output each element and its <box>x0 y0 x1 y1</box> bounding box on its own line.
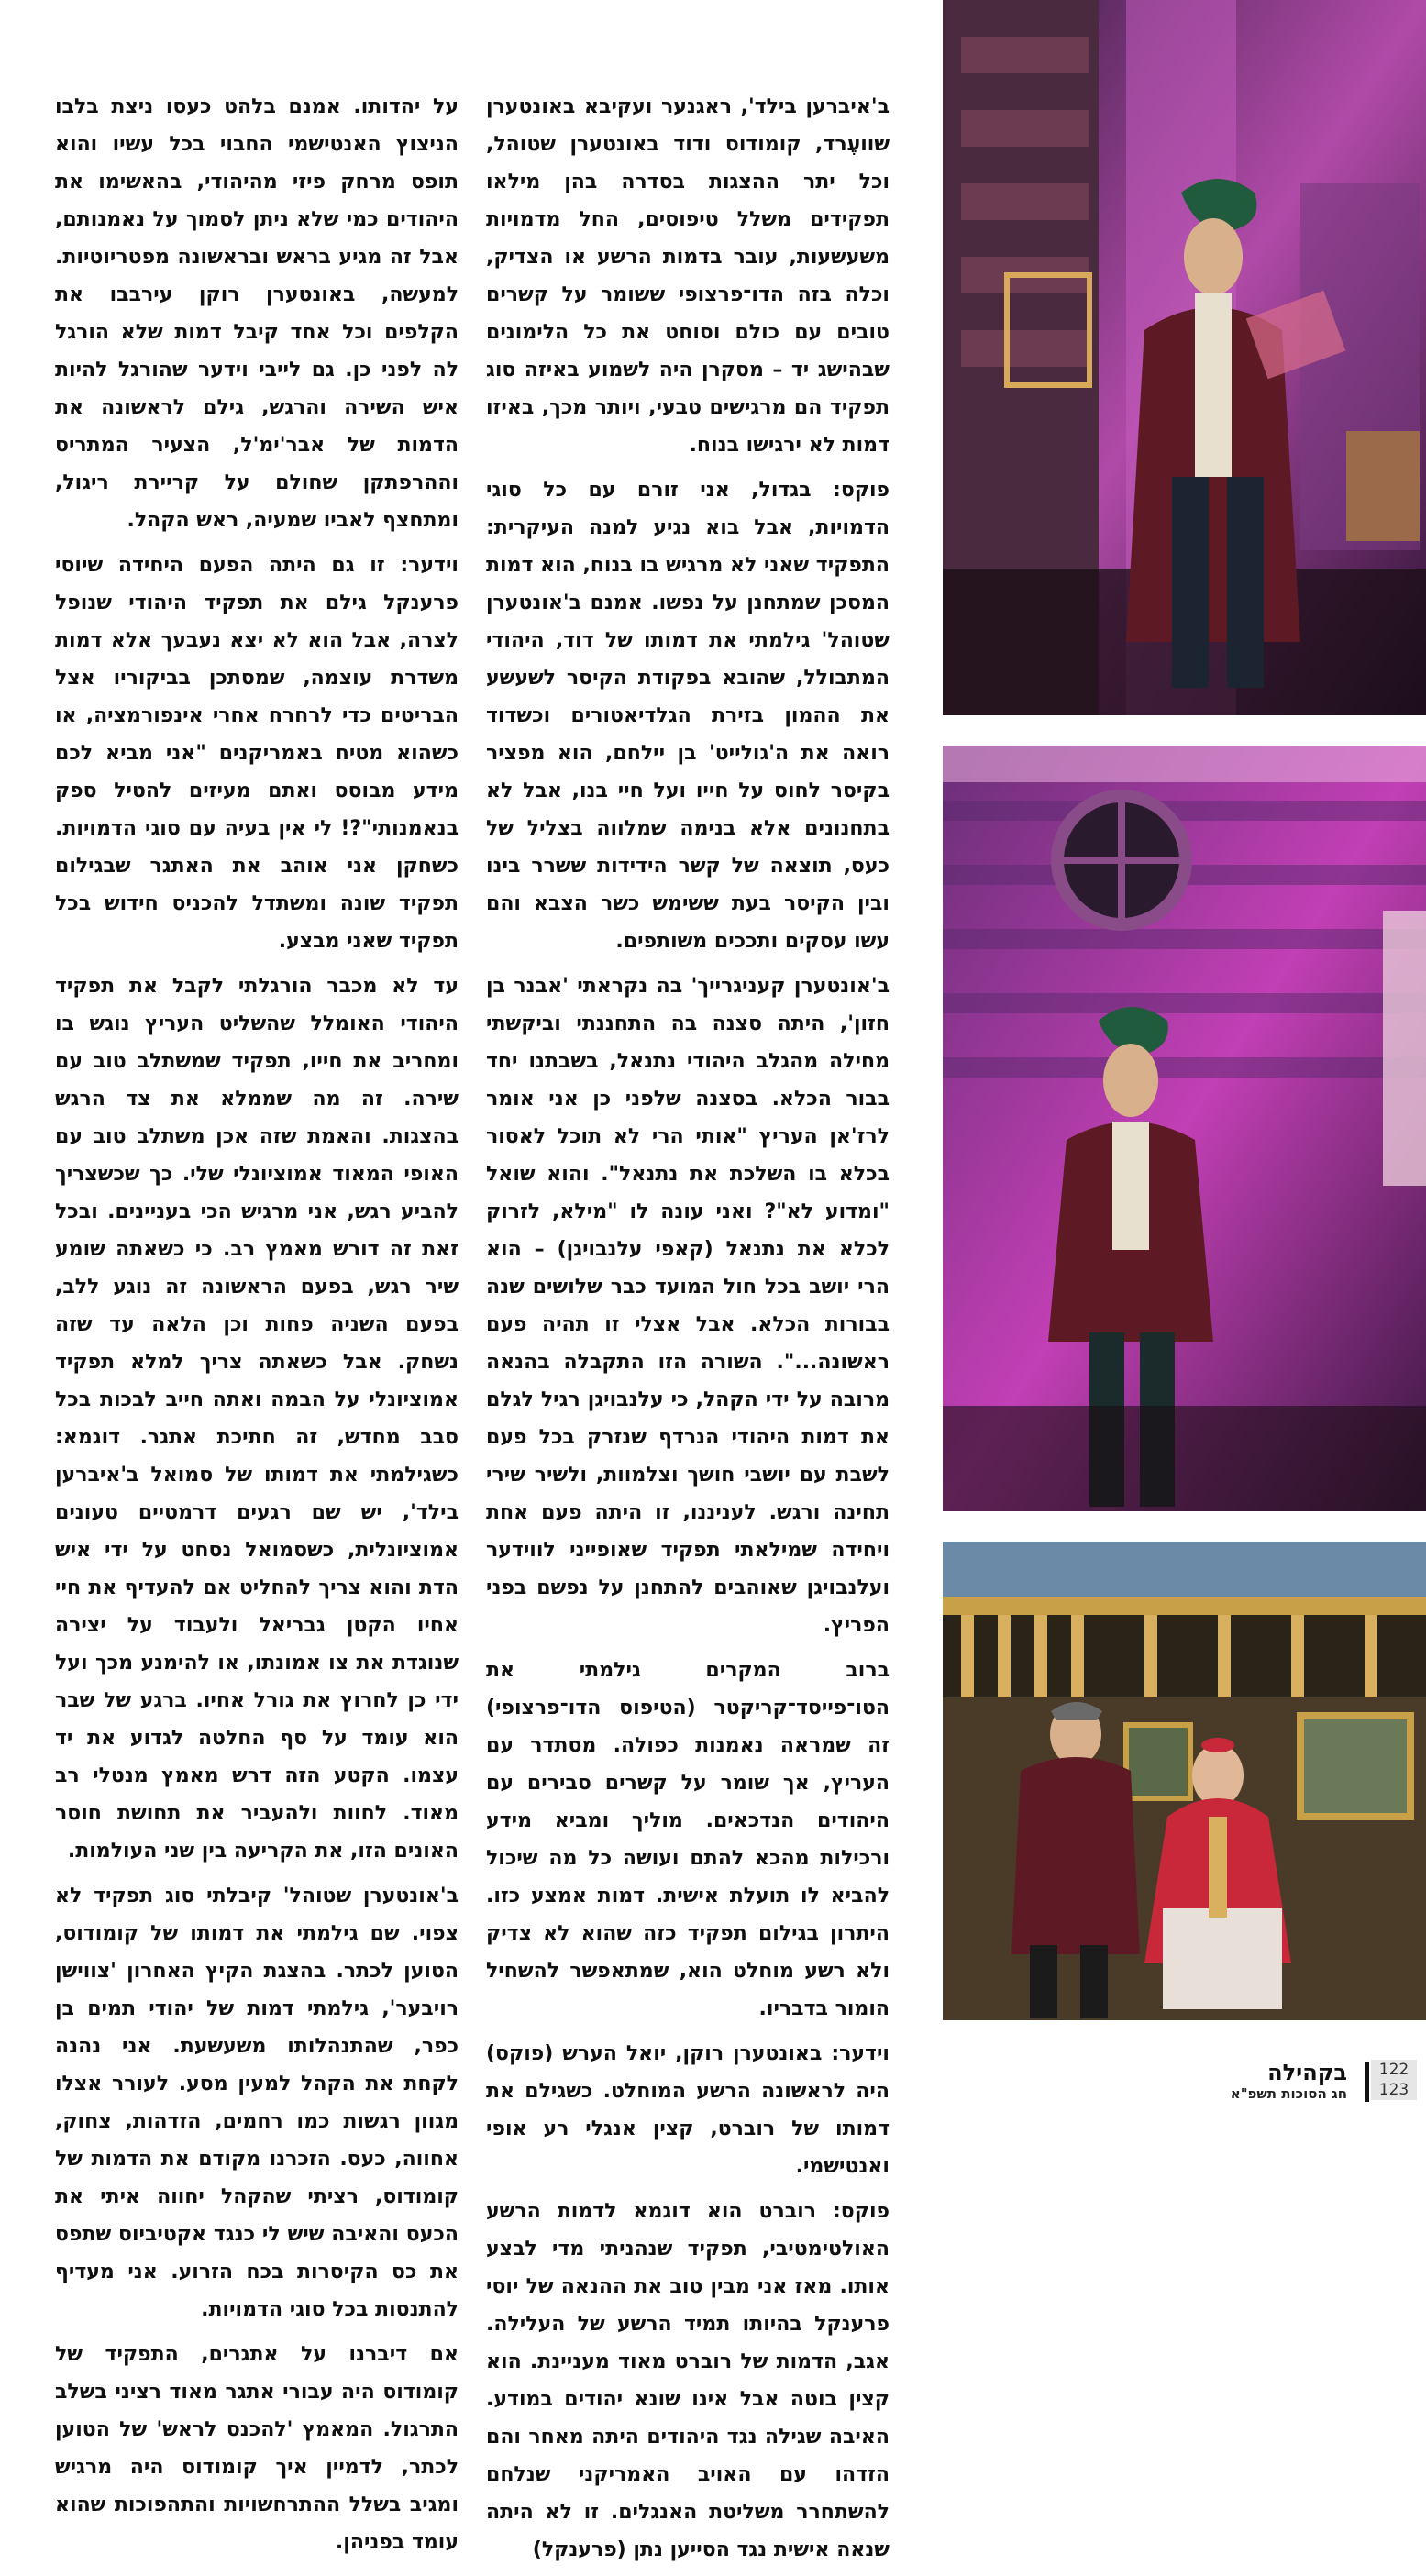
page-number-right: 122 <box>1378 2061 1409 2079</box>
paragraph: אם דיברנו על אתגרים, התפקיד של קומודוס היה עבורי אתגר מאוד רציני בשלב התרגול. המאמץ 'להכנס לראש' של הטוען לכתר, לדמיין איך קומודוס היה מרגיש ומגיב בשלל ההתרחשויות והתהפוכות שהוא עומד בפניהן. <box>55 2343 459 2554</box>
paragraph-text: באונטערן רוקן, יואל הערש (פוקס) היה לראשונה הרשע המוחלט. כשגילם את דמותו של רוברט, קצין אנגלי רע אופי ואנטישמי. <box>486 2042 890 2178</box>
speaker-label: וידער: <box>400 554 459 577</box>
paragraph: ב'אונטערן קעניגרייך' בה נקראתי 'אבנר בן חזון', היתה סצנה בה התחננתי וביקשתי מחילה מהגלב היהודי נתנאל, בשבתנו יחד בבור הכלא. בסצנה שלפני כן אני אומר לרז'אן העריץ "אותי הרי לא תוכל לאסור בכלא בו השלכת את נתנאל". והוא שואל "ומדוע לא"? ואני עונה לו "מילא, לזרוק לכלא את נתנאל (קאפי עלנבויגן) – הוא הרי יושב בכל חול המועד כבר שלושים שנה בבורות הכלא. אבל אצלי זו תהיה פעם ראשונה...". השורה הזו התקבלה בהנאה מרובה על ידי הקהל, כי עלנבויגן רגיל לגלם את דמות היהודי הנרדף שנזרק בכל פעם לשבת עם יושבי חושך וצלמוות, ולשיר שירי תחינה ורגש. לעניננו, זו היתה פעם אחת ויחידה שמילאתי תפקיד שאופייני לווידער ועלנבויגן שאוהבים להתחנן על נפשם בפני הפריץ. <box>486 975 890 1637</box>
paragraph-text: בגדול, אני זורם עם כל סוגי הדמויות, אבל בוא נגיע למנה העיקרית: התפקיד שאני לא מרגיש בו בנוח, הוא דמות המסכן שמתחנן על נפשו. אמנם ב'אונטערן שטוהל' גילמתי את דמותו של דוד, היהודי המתבולל, שהובא בפקודת הקיסר לשעשע את ההמון בזירת הגלדיאטורים וכשדוד רואה את ה'גולייט' בן יילחם, הוא מפציר בקיסר לחוס על חייו ועל חיי בנו, אבל לא בתחנונים אלא בנימה שמלווה בצליל של כעס, תוצאה של קשר הידידות ששרר בינו ובין הקיסר בעת ששימש כשר הצבא והם עשו עסקים ותככים משותפים. <box>486 479 890 953</box>
speaker-label: פוקס: <box>833 479 890 502</box>
stage-photo-actor-pleading <box>943 746 1426 1511</box>
paragraph <box>486 471 890 960</box>
paragraph-text: זו גם היתה הפעם היחידה שיוסי פרענקל גילם את תפקיד היהודי שנופל לצרה, אבל הוא לא יצא נעבעך אלא דמות משדרת עוצמה, שמסתכן בביקוריו אצל הבריטים כדי לרחרח אחרי אינפורמציה, או כשהוא מטיח באמריקנים "אני מביא לכם מידע מבוסס ואתם מעיזים להטיל ספק בנאמנותי"?! לי אין בעיה עם סוגי הדמויות. כשחקן אני אוהב את האתגר שבגילום תפקיד שונה ומשתדל להכניס חידוש בכל תפקיד שאני מבצע. <box>55 554 459 953</box>
article-column-left <box>55 88 459 2569</box>
speaker-label: פוקס: <box>833 2200 890 2223</box>
magazine-brand: בקהילה <box>1267 2060 1347 2085</box>
footer-divider <box>1365 2062 1369 2102</box>
paragraph <box>486 2193 890 2569</box>
page-numbers <box>1371 2060 1417 2100</box>
paragraph: עד לא מכבר הורגלתי לקבל את תפקיד היהודי האומלל שהשליט העריץ נוגש בו ומחריב את חייו, תפקיד שמשתלב טוב עם שירה. זה מה שממלא את צד הרגש בהצגות. והאמת שזה אכן משתלב טוב עם האופי המאוד אמוציונלי שלי. כך שכשצריך להביע רגש, אני מרגיש הכי בעניינים. ובכל זאת זה דורש מאמץ רב. כי כשאתה שומע שיר רגש, בפעם הראשונה זה נוגע ללב, בפעם השניה פחות וכן הלאה עד שזה נשחק. אבל כשאתה צריך למלא תפקיד אמוציונלי על הבמה ואתה חייב לבכות בכל סבב מחדש, זה חתיכת אתגר. דוגמא: כשגילמתי את דמותו של סמואל ב'איברען בילד', יש שם רגעים דרמטיים טעונים אמוציונלית, כשסמואל נסחט על ידי איש הדת והוא צריך להחליט אם להעדיף את חיי אחיו הקטן גבריאל ולעבוד על יצירה שנוגדת את צו אמונתו, או להימנע מכך ועל ידי כן לחרוץ את גורל אחיו. ברגע של שבר הוא עומד על סף החלטה לגדוע את יד עצמו. הקטע הזה דרש מאמץ מנטלי רב מאוד. לחוות ולהעביר את תחושת חוסר האונים הזו, את הקריעה בין שני העולמות. <box>55 975 459 1863</box>
paragraph: ברוב המקרים גילמתי את הטו־פייסד־קריקטר (הטיפוס הדו־פרצופי) זה שמראה נאמנות כפולה. מסתדר עם העריץ, אך שומר על קשרים סבירים עם היהודים הנדכאים. מוליך ומביא מידע ורכילות מהכא להתם ועושה כל מה שיכול להביא לו תועלת אישית. דמות אמצע כזו. היתרון בגילום תפקיד כזה שהוא לא צדיק ולא רשע מוחלט הוא, שמתאפשר להשחיל הומור בדבריו. <box>486 1659 890 2020</box>
page-footer <box>1220 2058 1426 2106</box>
paragraph <box>55 547 459 960</box>
stage-photo-cardinal-scene <box>943 1542 1426 2020</box>
paragraph <box>486 2035 890 2185</box>
paragraph-text: רוברט הוא דוגמא לדמות הרשע האולטימטיבי, תפקיד שנהניתי מדי לבצע אותו. מאז אני מבין טוב את ההנאה של יוסי פרענקל בהיותו תמיד הרשע של העלילה. אגב, הדמות של רוברט מאוד מעניינת. הוא קצין בוטה אבל אינו שונא יהודים במודע. האיבה שגילה נגד היהודים היתה מאחר והם הזדהו עם האויב האמריקני שנלחם להשתחרר משליטת האנגלים. זו לא היתה שנאה אישית נגד הסייען נתן (פרענקל) <box>486 2200 890 2561</box>
speaker-label: וידער: <box>831 2042 890 2065</box>
issue-name: חג הסוכות תשפ"א <box>1230 2085 1347 2102</box>
paragraph: ב'איברען בילד', ראגנער ועקיבא באונטערן שוועֶרד, קומודוס ודוד באונטערן שטוהל, וכל יתר ההצגות בסדרה בהן מילאו תפקידים משלל טיפוסים, החל מדמויות משעשעות, עובר בדמות הרשע או הצדיק, וכלה בזה הדו־פרצופי ששומר על קשרים טובים עם כולם וסוחט את כל הלימונים שבהישג יד – מסקרן היה לשמוע באיזה סוג תפקיד הם מרגישים טבעי, ויותר מכך, באיזו דמות לא ירגישו בנוח. <box>486 95 890 457</box>
paragraph: ב'אונטערן שטוהל' קיבלתי סוג תפקיד לא צפוי. שם גילמתי את דמותו של קומודוס, הטוען לכתר. בהצגת הקיץ האחרון 'צווישן רויבער', גילמתי דמות של יהודי תמים בן כפר, שהתנהלותו משעשעת. אני נהנה לקחת את הקהל למעין מסע. לעורר אצלו מגוון רגשות כמו רחמים, הזדהות, צחוק, אחווה, כעס. הזכרנו מקודם את הדמות של קומודוס, רציתי שהקהל יחווה איתי את הכעס והאיבה שיש לי כנגד אקטיביוס שתפס את כס הקיסרות בכח הזרוע. אני מעדיף להתנסות בכל סוגי הדמויות. <box>55 1885 459 2321</box>
page-number-left: 123 <box>1378 2081 1409 2099</box>
paragraph: על יהדותו. אמנם בלהט כעסו ניצת בלבו הניצוץ האנטישמי החבוי בכל עשיו והוא תופס מרחק פיזי מהיהודי, בהאשימו את היהודים כמי שלא ניתן לסמוך על נאמנותם, אבל זה מגיע בראש ובראשונה מפטריוטיות. למעשה, באונטערן רוקן עירבבו את הקלפים וכל אחד קיבל דמות שלא הורגל לה לפני כן. גם לייבי וידער שהורגל להיות איש השירה והרגש, גילם לראשונה את הדמות של אבר'ימ'ל, הצעיר המתריס וההרפתקן שחולם על קריירת ריגול, ומתחצף לאביו שמעיה, ראש הקהל. <box>55 95 459 532</box>
stage-photo-actor-with-frame <box>943 0 1426 715</box>
article-column-right <box>486 88 890 2576</box>
